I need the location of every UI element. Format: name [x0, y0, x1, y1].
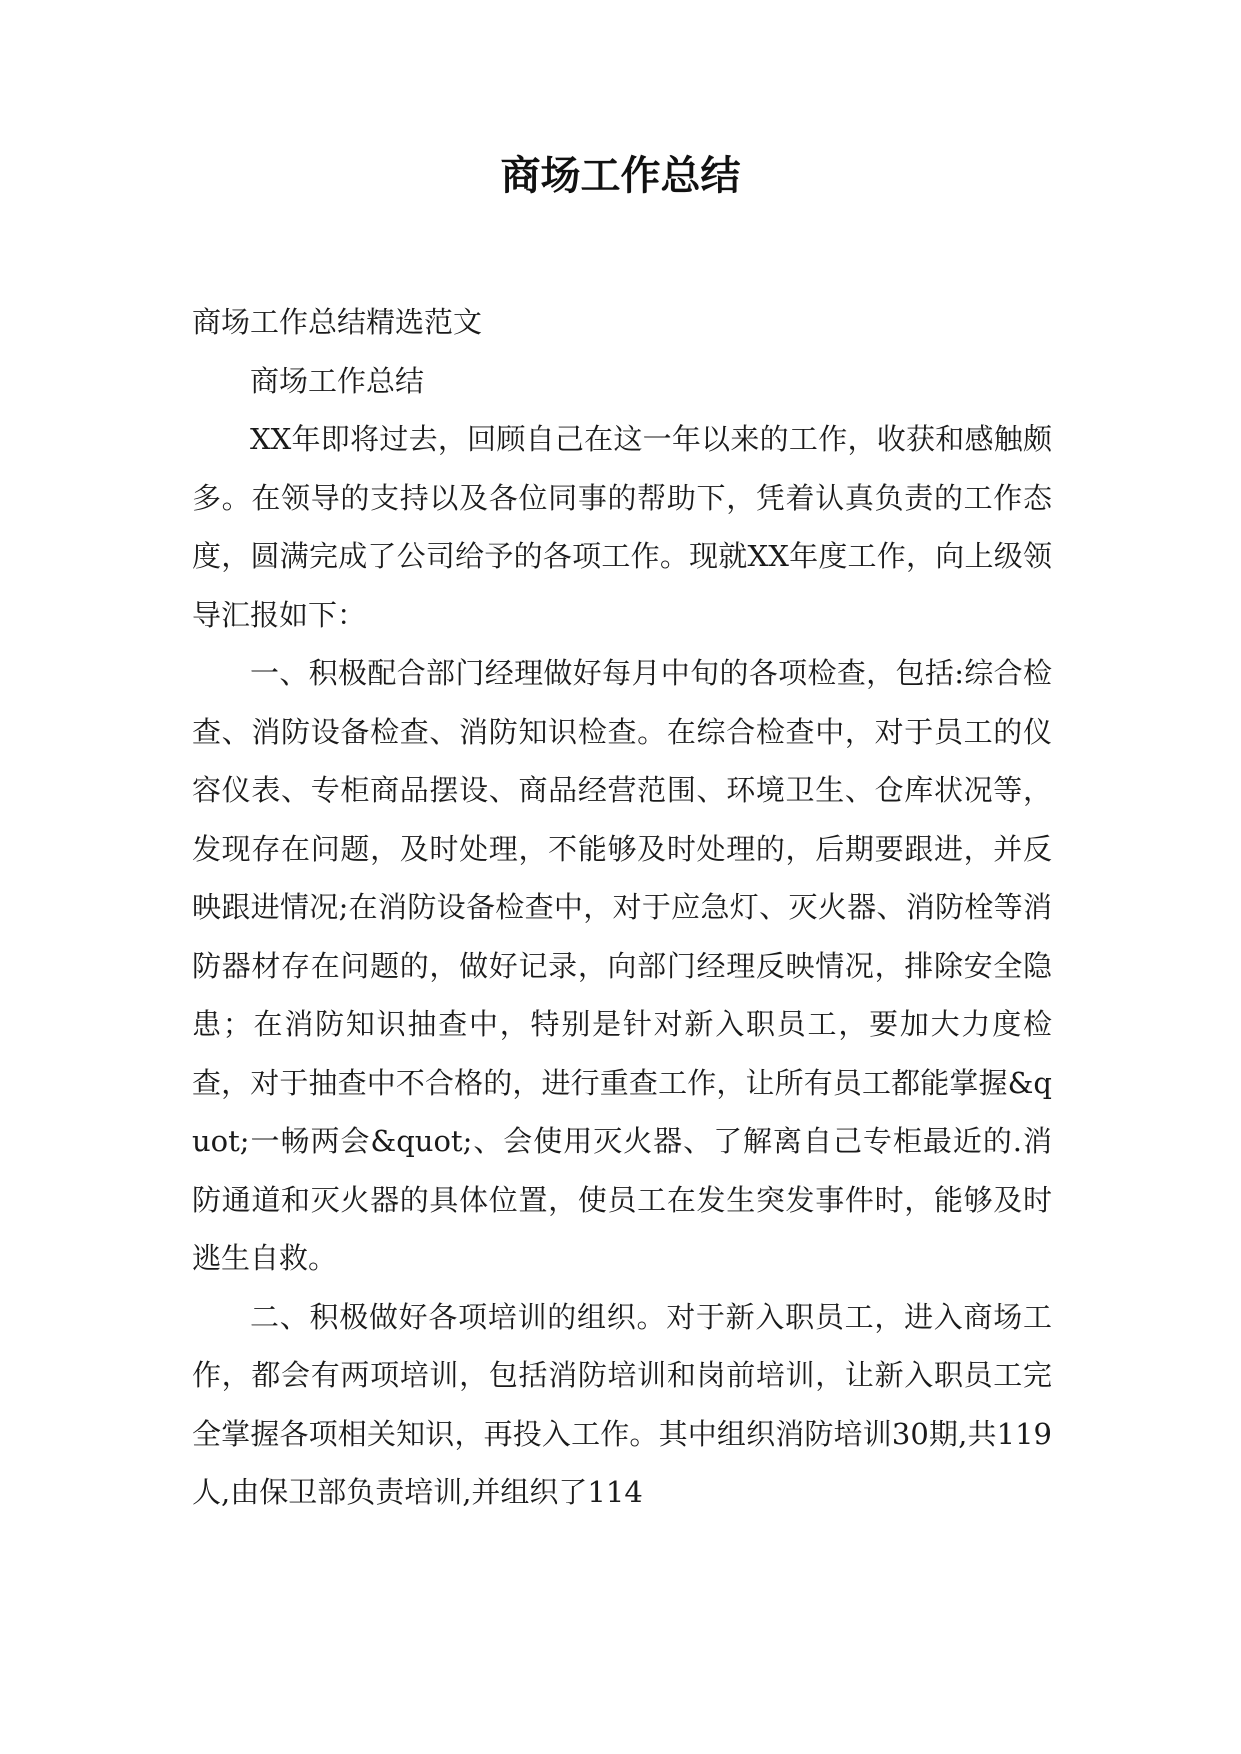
section-heading: 商场工作总结	[250, 363, 425, 398]
document-title: 商场工作总结	[500, 153, 741, 199]
paragraph-intro: XX年即将过去，回顾自己在这一年以来的工作，收获和感触颇多。在领导的支持以及各位同事的帮助下，凭着认真负责的工作态度，圆满完成了公司给予的各项工作。现就XX年度工作，向上级领导汇报如下：	[192, 422, 1052, 632]
document-body	[192, 293, 1052, 1522]
document-subtitle: 商场工作总结精选范文	[192, 305, 483, 339]
paragraph-training: 二、积极做好各项培训的组织。对于新入职员工，进入商场工作，都会有两项培训，包括消防培训和岗前培训，让新入职员工完全掌握各项相关知识，再投入工作。其中组织消防培训30期,共119人,由保卫部负责培训,并组织了114	[192, 1299, 1052, 1509]
paragraph-inspections: 一、积极配合部门经理做好每月中旬的各项检查，包括:综合检查、消防设备检查、消防知识检查。在综合检查中，对于员工的仪容仪表、专柜商品摆设、商品经营范围、环境卫生、仓库状况等，发现存在问题，及时处理，不能够及时处理的，后期要跟进，并反映跟进情况;在消防设备检查中，对于应急灯、灭火器、消防栓等消防器材存在问题的，做好记录，向部门经理反映情况，排除安全隐患；在消防知识抽查中，特别是针对新入职员工，要加大力度检查，对于抽查中不合格的，进行重查工作，让所有员工都能掌握&quot;一畅两会&quot;、会使用灭火器、了解离自己专柜最近的.消防通道和灭火器的具体位置，使员工在发生突发事件时，能够及时逃生自救。	[192, 656, 1052, 1275]
